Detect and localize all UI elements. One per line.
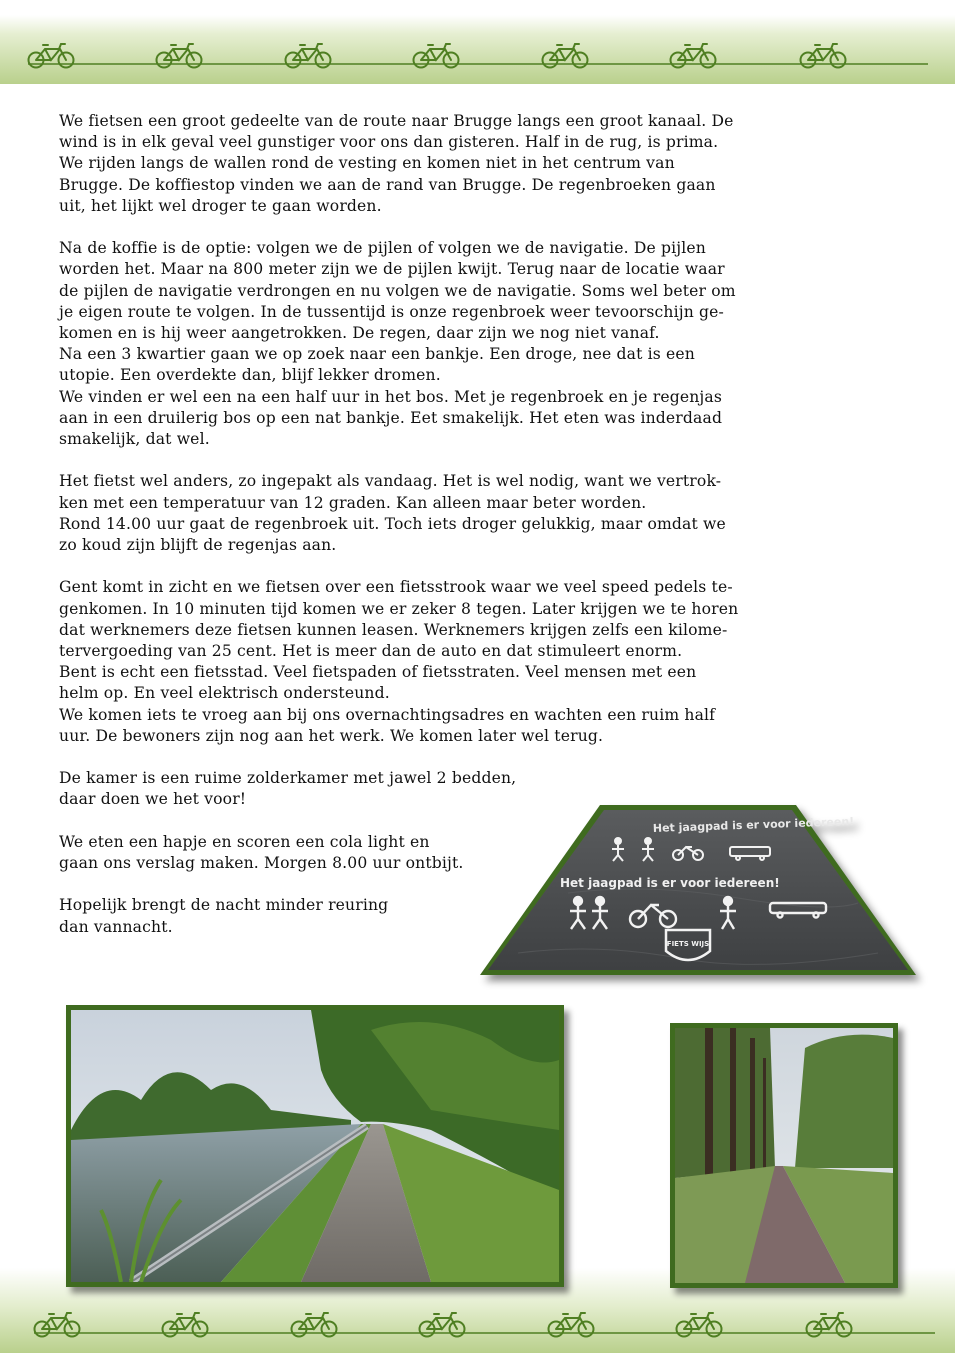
footer-bicycle-row [0, 1307, 955, 1347]
paragraph: De kamer is een ruime zolderkamer met jawel 2 bedden, daar doen we het voor! [59, 769, 517, 809]
paragraph: Gent komt in zicht en we fietsen over een fietsstrook waar we veel speed pedels te- genkomen. In 10 minuten tijd komen we er zeker 8 tegen. Later krijgen we te horen dat werknemers deze fietsen kunnen leasen. Werknemers krijgen zelfs een kilome- tervergoeding van 25 cent. Het is meer dan de auto en dat stimuleert enorm. Bent is echt een fietsstad. Veel fietspaden of fietsstraten. Veel mensen met een helm op. En veel elektrisch ondersteund. We komen iets te vroeg aan bij ons overnachtingsadres en wachten een ruim half uur. De bewoners zijn nog aan het werk. We komen later wel terug. [59, 578, 739, 745]
svg-text:FIETS WIJS: FIETS WIJS [666, 940, 710, 948]
header-bicycle-row [0, 38, 955, 78]
photo-forest-path [670, 1023, 898, 1288]
road-text-2: Het jaagpad is er voor iedereen! [560, 876, 780, 890]
paragraph: We eten een hapje en scoren een cola light en gaan ons verslag maken. Morgen 8.00 uur ontbijt. [59, 832, 464, 873]
paragraph: Hopelijk brengt de nacht minder reuring dan vannacht. [59, 896, 389, 936]
paragraph: Na de koffie is de optie: volgen we de pijlen of volgen we de navigatie. De pijlen worden het. Maar na 800 meter zijn we de pijlen kwijt. Terug naar de locatie waar de pijlen de navigatie verdrongen en nu volgen we de navigatie. Soms wel beter om je eigen route te volgen. In de tussentijd is onze regenbroek weer tevoorschijn ge- komen en is hij weer aangetrokken. De regen, daar zijn we nog niet vanaf. Na een 3 kwartier gaan we op zoek naar een bankje. Een droge, nee dat is een utopie. Een overdekte dan, blijf lekker dromen. We vinden er wel een na een half uur in het bos. Met je regenbroek en je regenjas aan in een druilerig bos op een nat bankje. Eet smakelijk. Het eten was inderdaad smakelijk, dat wel. [59, 239, 736, 449]
photo-canal-path [66, 1005, 564, 1287]
paragraph: We fietsen een groot gedeelte van de route naar Brugge langs een groot kanaal. De wind is in elk geval veel gunstiger voor ons dan gisteren. Half in de rug, is prima. We rijden langs de wallen rond de vesting en komen niet in het centrum van Brugge. De koffiestop vinden we aan de rand van Brugge. De regenbroeken gaan uit, het lijkt wel droger te gaan worden. [59, 112, 734, 215]
paragraph: Het fietst wel anders, zo ingepakt als vandaag. Het is wel nodig, want we vertrok- ken met een temperatuur van 12 graden. Kan alleen maar beter worden. Rond 14.00 uur gaat de regenbroek uit. Toch iets droger gelukkig, maar omdat we zo koud zijn blijft de regenjas aan. [59, 472, 726, 555]
road-text-1: Het jaagpad is er voor iedereen! [652, 814, 855, 835]
photo-towpath-marking [478, 803, 918, 979]
